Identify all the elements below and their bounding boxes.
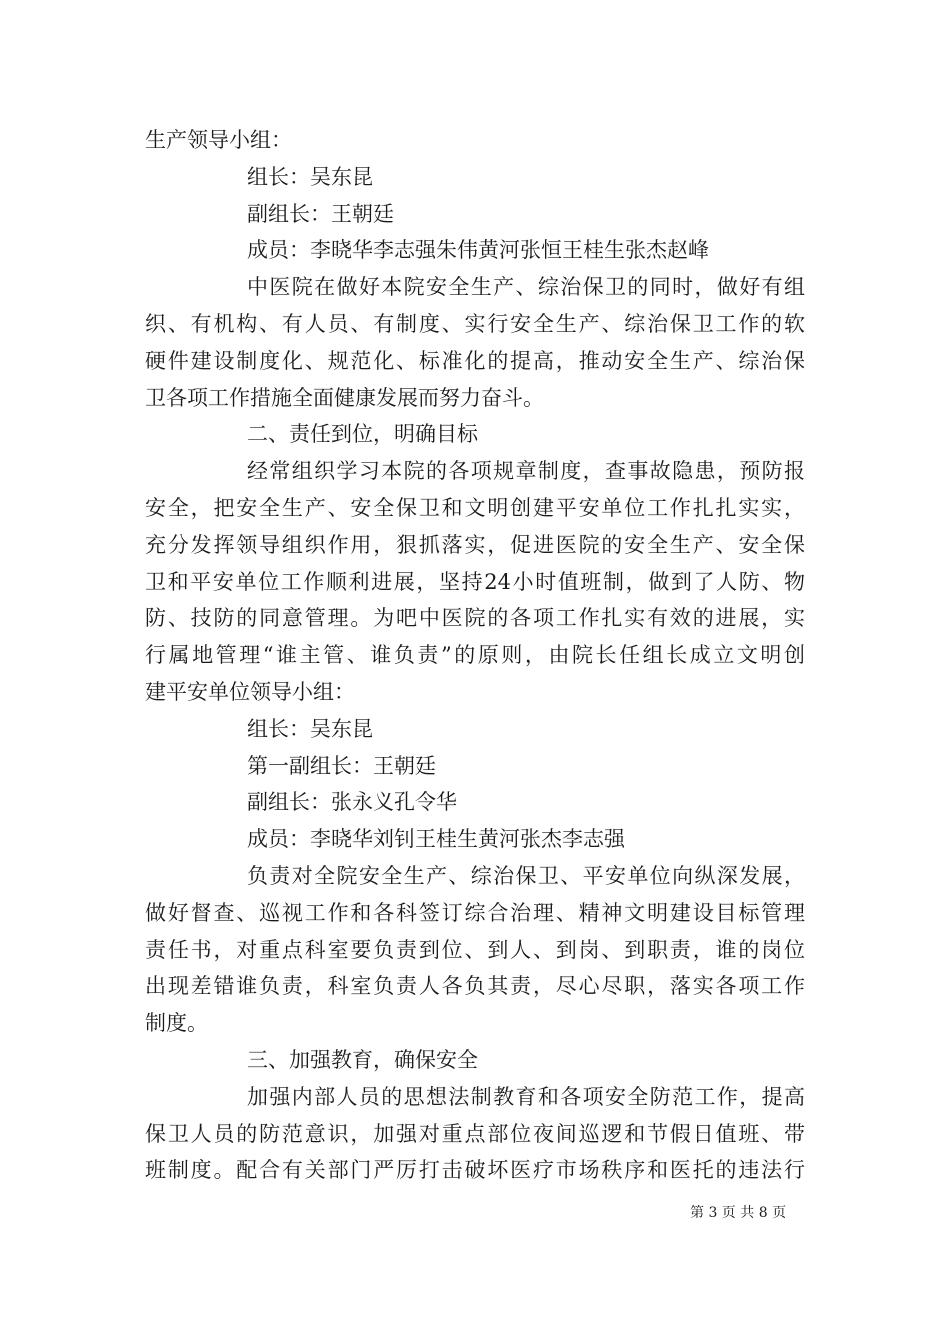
paragraph-line: 加强内部人员的思想法制教育和各项安全防范工作，提高 [247,1084,805,1109]
paragraph-line: 保卫人员的防范意识，加强对重点部位夜间巡逻和节假日值班、带 [145,1121,805,1146]
paragraph-line: 安全，把安全生产、安全保卫和文明创建平安单位工作扎扎实实， [145,495,805,520]
paragraph-line: 制度。 [145,1011,208,1036]
deputy-leader-line: 副组长：王朝廷 [247,201,394,226]
paragraph-line: 行属地管理“谁主管、谁负责”的原则，由院长任组长成立文明创 [145,643,805,668]
section-heading-2: 二、责任到位，明确目标 [247,422,478,447]
paragraph-line: 硬件建设制度化、规范化、标准化的提高，推动安全生产、综治保 [145,348,805,373]
paragraph-line: 班制度。配合有关部门严厉打击破坏医疗市场秩序和医托的违法行 [145,1158,805,1183]
members-line: 成员：李晓华李志强朱伟黄河张恒王桂生张杰赵峰 [247,238,709,263]
paragraph-line: 织、有机构、有人员、有制度、实行安全生产、综治保卫工作的软 [145,311,805,336]
paragraph-line: 中医院在做好本院安全生产、综治保卫的同时，做好有组 [247,275,805,300]
paragraph-line: 防、技防的同意管理。为吧中医院的各项工作扎实有效的进展，实 [145,606,805,631]
paragraph-line: 建平安单位领导小组： [145,679,355,704]
paragraph-line: 充分发挥领导组织作用，狠抓落实，促进医院的安全生产、安全保 [145,532,805,557]
paragraph-line: 责任书，对重点科室要负责到位、到人、到岗、到职责，谁的岗位 [145,937,805,962]
paragraph-line: 卫各项工作措施全面健康发展而努力奋斗。 [145,385,544,410]
paragraph-line: 负责对全院安全生产、综治保卫、平安单位向纵深发展， [247,863,805,888]
paragraph-line: 经常组织学习本院的各项规章制度，查事故隐患，预防报 [247,459,805,484]
leader-line: 组长：吴东昆 [247,164,373,189]
deputy-leader-line: 副组长：张永义孔令华 [247,790,457,815]
first-deputy-leader-line: 第一副组长：王朝廷 [247,753,436,778]
text-line-continuation: 生产领导小组： [145,128,292,152]
page-number-footer: 第 3 页 共 8 页 [690,1205,787,1221]
section-heading-3: 三、加强教育，确保安全 [247,1047,478,1072]
paragraph-line: 做好督查、巡视工作和各科签订综合治理、精神文明建设目标管理 [145,900,805,925]
members-line: 成员：李晓华刘钊王桂生黄河张杰李志强 [247,827,625,852]
leader-line: 组长：吴东昆 [247,716,373,741]
document-body [145,122,805,1189]
paragraph-line: 卫和平安单位工作顺利进展，坚持24小时值班制，做到了人防、物 [145,569,805,594]
paragraph-line: 出现差错谁负责，科室负责人各负其责，尽心尽职，落实各项工作 [145,974,805,999]
